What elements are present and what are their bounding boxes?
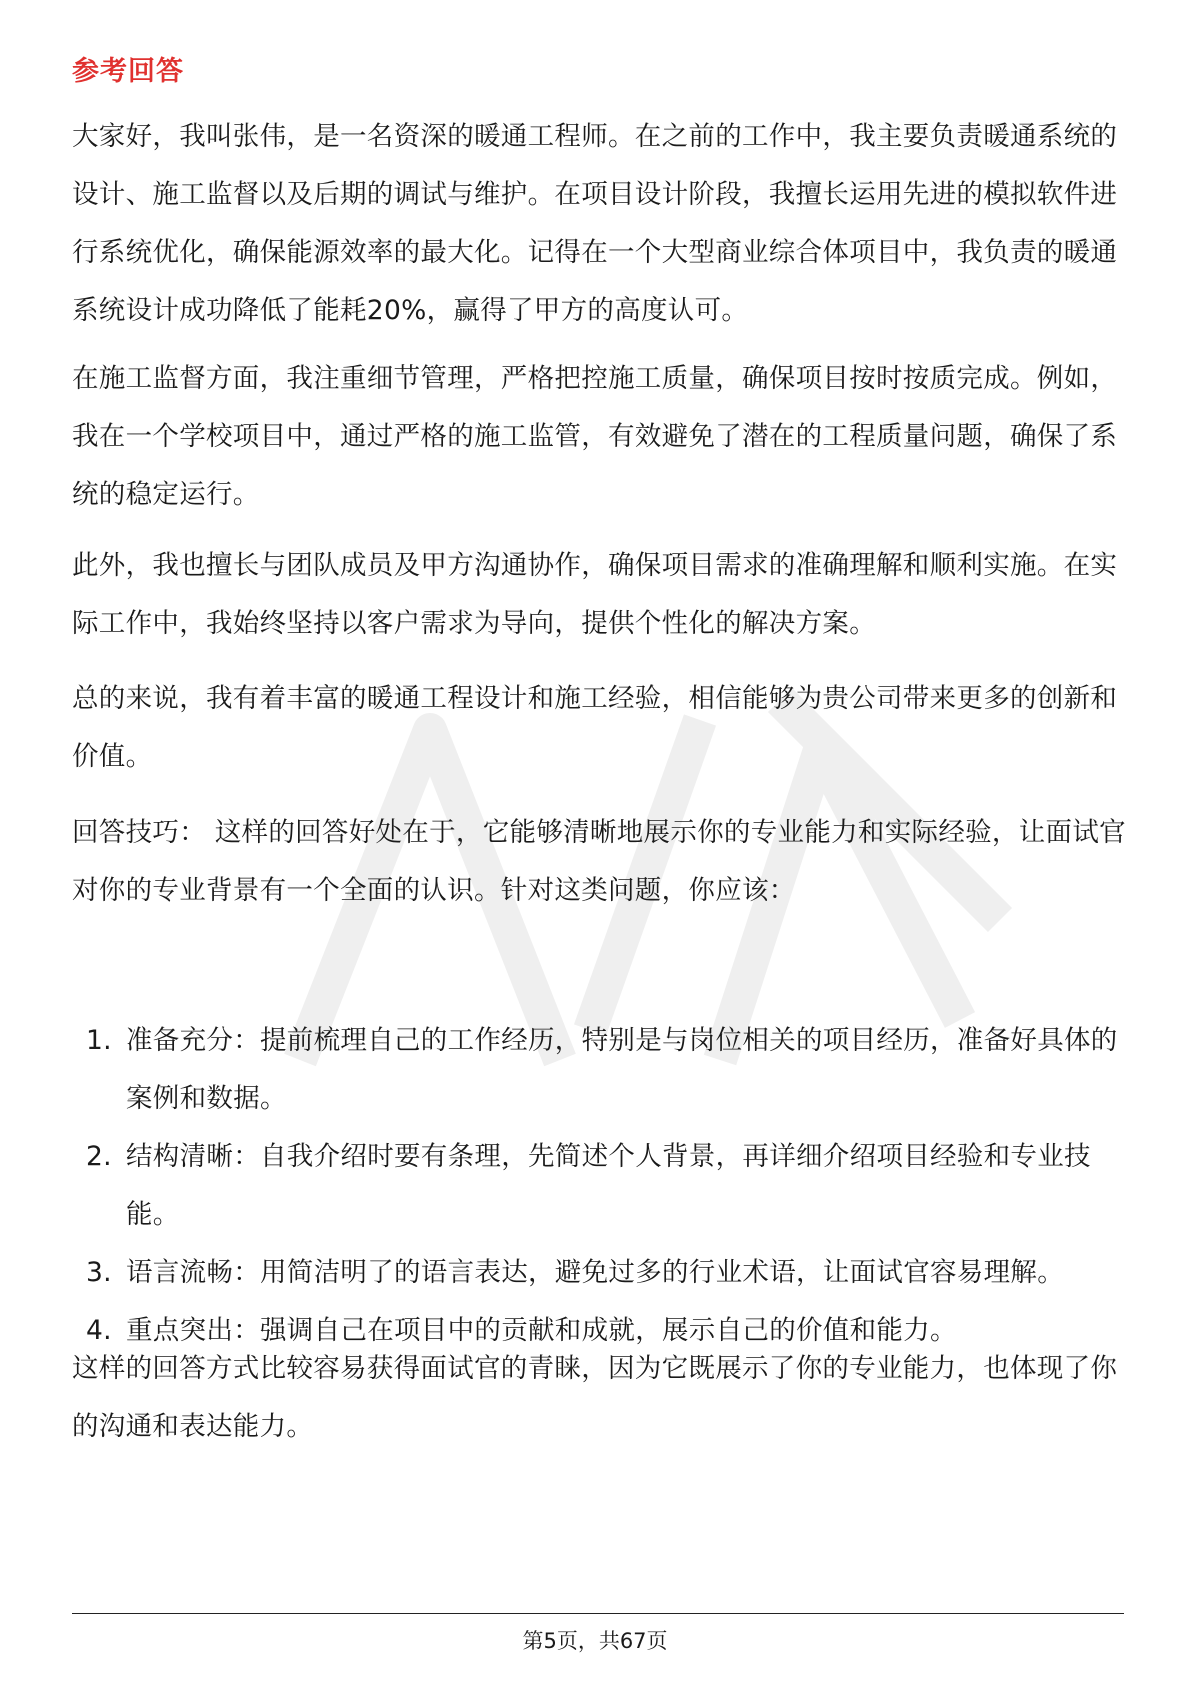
list-item-text: 重点突出：强调自己在项目中的贡献和成就，展示自己的价值和能力。 [126,1315,957,1346]
tips-intro-paragraph: 回答技巧： 这样的回答好处在于，它能够清晰地展示你的专业能力和实际经验，让面试官对你的专业背景有一个全面的认识。针对这类问题，你应该： [72,817,1126,906]
list-item [72,1128,1132,1244]
tips-list [72,1012,1132,1360]
page-number: 第5页，共67页 [522,1629,668,1653]
list-item [72,1012,1132,1128]
list-item-number: 4. [86,1315,112,1346]
list-item-text: 语言流畅：用简洁明了的语言表达，避免过多的行业术语，让面试官容易理解。 [126,1257,1064,1288]
section-heading: 参考回答 [72,56,184,87]
collaboration-paragraph: 此外，我也擅长与团队成员及甲方沟通协作，确保项目需求的准确理解和顺利实施。在实际工作中，我始终坚持以客户需求为导向，提供个性化的解决方案。 [72,550,1118,639]
summary-paragraph: 总的来说，我有着丰富的暖通工程设计和施工经验，相信能够为贵公司带来更多的创新和价值。 [72,683,1118,772]
list-item-text: 准备充分：提前梳理自己的工作经历，特别是与岗位相关的项目经历，准备好具体的案例和数据。 [126,1025,1118,1114]
footer-divider [72,1613,1124,1614]
list-item-number: 2. [86,1141,112,1172]
closing-paragraph: 这样的回答方式比较容易获得面试官的青睐，因为它既展示了你的专业能力，也体现了你的沟通和表达能力。 [72,1353,1118,1442]
list-item [72,1244,1132,1302]
list-item-text: 结构清晰：自我介绍时要有条理，先简述个人背景，再详细介绍项目经验和专业技能。 [126,1141,1091,1230]
supervision-paragraph: 在施工监督方面，我注重细节管理，严格把控施工质量，确保项目按时按质完成。例如，我在一个学校项目中，通过严格的施工监管，有效避免了潜在的工程质量问题，确保了系统的稳定运行。 [72,363,1118,510]
list-item-number: 3. [86,1257,112,1288]
intro-paragraph: 大家好，我叫张伟，是一名资深的暖通工程师。在之前的工作中，我主要负责暖通系统的设计、施工监督以及后期的调试与维护。在项目设计阶段，我擅长运用先进的模拟软件进行系统优化，确保能源效率的最大化。记得在一个大型商业综合体项目中，我负责的暖通系统设计成功降低了能耗20%，赢得了甲方的高度认可。 [72,121,1118,326]
list-item-number: 1. [86,1025,112,1056]
